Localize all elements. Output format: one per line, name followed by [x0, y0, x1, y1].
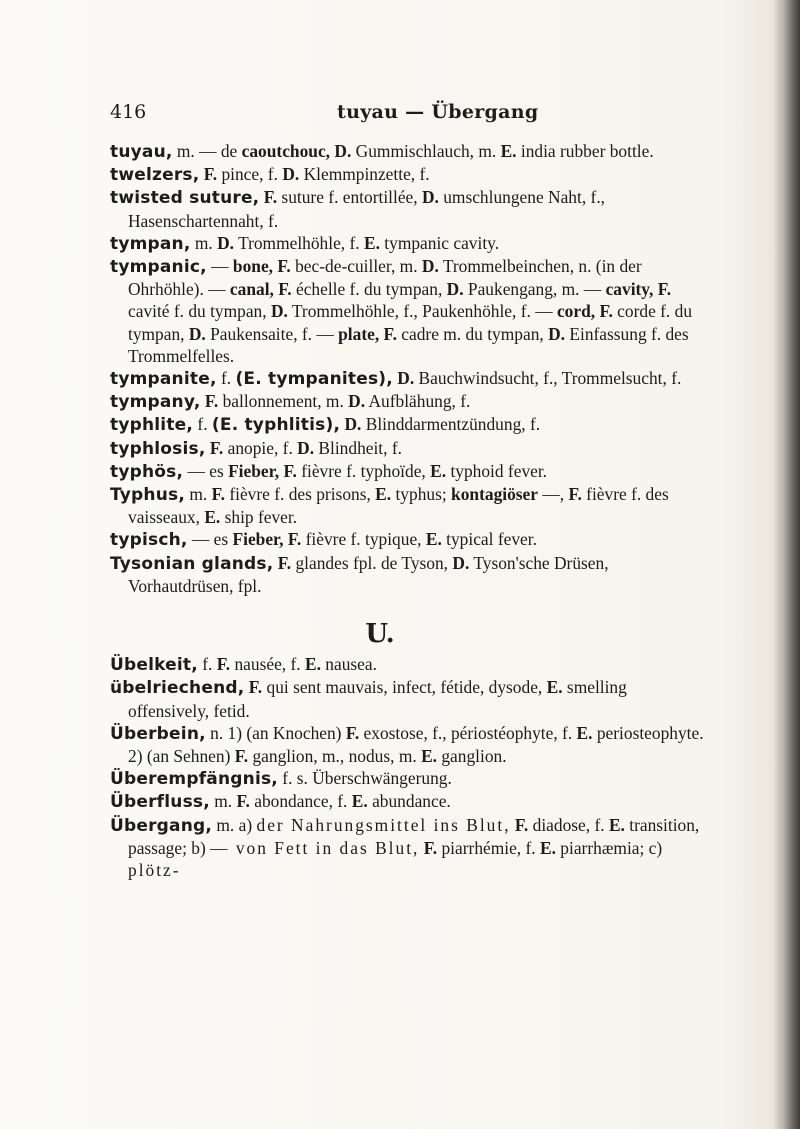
spaced-sense: plötz- [128, 860, 181, 881]
sub-headword: plate, [338, 323, 380, 344]
sub-headword: canal, [229, 279, 274, 300]
spaced-sense: der Nahrungsmittel ins Blut, [256, 814, 511, 835]
dictionary-entry: Überempfängnis, f. s. Überschwängerung. [110, 768, 452, 790]
dictionary-entry: typhös, — es Fieber, F. fièvre f. typhoïde, E. typhoid fever. [110, 460, 548, 482]
page-number: 416 [110, 101, 147, 123]
page-header [110, 96, 710, 126]
entry-headword: Übelkeit, [110, 655, 198, 676]
dictionary-entry: Übergang, m. a) der Nahrungsmittel ins Blut, F. diadose, f. E. transition, passage; b) — von Fett in das Blut, F. piarrhémie, f. E. piarrhæmia; c) plötz- [110, 814, 700, 881]
entry-headword: Überbein, [110, 723, 206, 744]
entry-headword: Übergang, [110, 815, 213, 836]
entry-headword: typisch, [110, 530, 188, 551]
dictionary-entry: tuyau, m. — de caoutchouc, D. Gummischlauch, m. E. india rubber bottle. [110, 141, 654, 162]
dictionary-entry: typhlosis, F. anopie, f. D. Blindheit, f. [110, 437, 402, 459]
dictionary-entry: Übelkeit, f. F. nausée, f. E. nausea. [110, 654, 377, 676]
dictionary-entry: übelriechend, F. qui sent mauvais, infect, fétide, dysode, E. smelling offensively, fetid. [110, 677, 627, 721]
entry-headword: typhös, [110, 461, 184, 482]
dictionary-entry: tympanic, — bone, F. bec-de-cuiller, m. D. Trommelbeinchen, n. (in der Ohrhöhle). — canal, F. échelle f. du tympan, D. Paukengang, m. — cavity, F. cavité f. du tympan, D. Trommelhöhle, f., Paukenhöhle, f. — cord, F. corde f. du tympan, D. Paukensaite, f. — plate, F. cadre m. du tympan, D. Einfassung f. des Trommelfelles. [110, 256, 693, 366]
entry-headword: Tysonian glands, [110, 553, 274, 574]
book-spine-shadow [774, 0, 800, 1129]
entry-headword: typhlite, [110, 415, 194, 436]
section-letter-heading: U. [365, 619, 395, 650]
entry-headword: Überempfängnis, [110, 769, 278, 790]
sub-headword: cavity, [605, 279, 654, 300]
dictionary-entry: Tysonian glands, F. glandes fpl. de Tyson, D. Tyson'sche Drüsen, Vorhautdrüsen, fpl. [110, 552, 609, 596]
dictionary-entry: tympan, m. D. Trommelhöhle, f. E. tympanic cavity. [110, 232, 500, 254]
dictionary-entry: typhlite, f. (E. typhlitis), D. Blinddarmentzündung, f. [110, 414, 541, 436]
entry-headword: typhlosis, [110, 438, 206, 459]
running-head: tuyau — Übergang [337, 101, 539, 123]
entry-headword: tuyau, [110, 142, 173, 162]
dictionary-entry: Überfluss, m. F. abondance, f. E. abundance. [110, 791, 451, 813]
dictionary-entry: Typhus, m. F. fièvre f. des prisons, E. typhus; kontagiöser —, F. fièvre f. des vaisseaux, E. ship fever. [110, 484, 669, 528]
entry-headword: twelzers, [110, 165, 200, 186]
dictionary-entry: twisted suture, F. suture f. entortillée, D. umschlungene Naht, f., Hasenschartennaht, f. [110, 187, 606, 231]
sub-headword: Fieber, [228, 460, 280, 481]
spaced-sense: — von Fett in das Blut, [210, 837, 420, 858]
entry-headword: übelriechend, [110, 678, 245, 699]
entry-headword: tympanic, [110, 257, 207, 278]
entry-headword: tympan, [110, 233, 191, 254]
entry-headword: Typhus, [110, 485, 186, 506]
entry-headword: tympanite, [110, 369, 217, 390]
dictionary-entry: twelzers, F. pince, f. D. Klemmpinzette, f. [110, 164, 430, 186]
dictionary-entry: tympany, F. ballonnement, m. D. Aufblähung, f. [110, 391, 471, 413]
entry-headword: tympany, [110, 392, 201, 413]
dictionary-entry: Überbein, n. 1) (an Knochen) F. exostose, f., périostéophyte, f. E. periosteophyte. 2) (an Sehnen) F. ganglion, m., nodus, m. E. ganglion. [110, 722, 704, 767]
dictionary-entry: tympanite, f. (E. tympanites), D. Bauchwindsucht, f., Trommelsucht, f. [110, 368, 682, 390]
sub-headword: bone, [232, 256, 274, 277]
entry-headword: Überfluss, [110, 792, 210, 813]
entry-headword: twisted suture, [110, 188, 260, 209]
sub-headword: kontagiöser [451, 484, 539, 505]
dictionary-column [110, 140, 710, 881]
sub-headword: Fieber, [232, 529, 284, 550]
sub-headword: cord, [556, 301, 596, 322]
dictionary-entry: typisch, — es Fieber, F. fièvre f. typique, E. typical fever. [110, 529, 537, 551]
